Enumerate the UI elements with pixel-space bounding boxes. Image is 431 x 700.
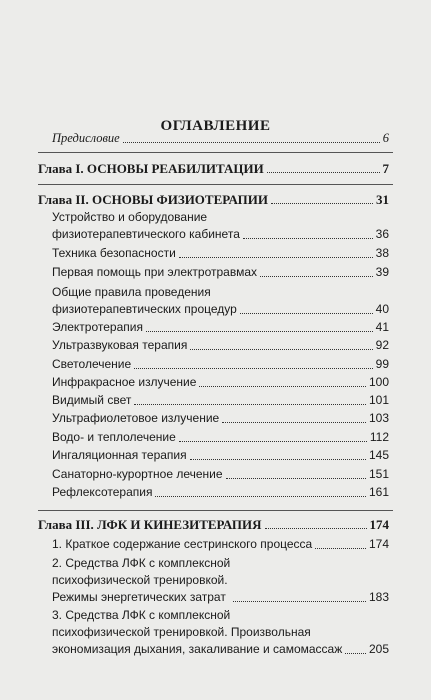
dot-leader	[146, 331, 373, 332]
entry-page: 7	[382, 161, 389, 176]
entry-label: 2. Средства ЛФК с комплексной психофизической тренировкой. Режимы энергетических затрат	[52, 556, 231, 604]
entry-label: Рефлексотерапия	[52, 485, 153, 499]
entry-page: 205	[368, 642, 389, 656]
dot-leader	[123, 142, 380, 143]
entry-page: 174	[368, 537, 389, 551]
entry-label: Инфракрасное излучение	[52, 375, 197, 389]
toc-entry[interactable]	[52, 555, 389, 606]
entry-page: 6	[382, 131, 389, 145]
toc-entry-chapter-1[interactable]	[38, 160, 389, 177]
entry-page: 100	[368, 375, 389, 389]
entry-page: 41	[375, 320, 389, 334]
toc-entry[interactable]	[52, 607, 389, 658]
entry-label: Санаторно-курортное лечение	[52, 467, 223, 481]
dot-leader	[190, 459, 366, 460]
toc-entry[interactable]	[52, 356, 389, 373]
toc-entry[interactable]	[52, 484, 389, 501]
toc-entry[interactable]	[52, 284, 389, 318]
dot-leader	[271, 203, 373, 204]
divider	[38, 152, 393, 153]
entry-page: 39	[375, 265, 389, 279]
entry-label: Устройство и оборудование физиотерапевтического кабинета	[52, 210, 240, 241]
entry-page: 38	[375, 246, 389, 260]
divider	[38, 510, 393, 511]
toc-entry[interactable]	[52, 319, 389, 336]
toc-entry[interactable]	[52, 466, 389, 483]
dot-leader	[155, 496, 366, 497]
toc-entry-preface[interactable]	[52, 130, 389, 147]
entry-label: Глава I. ОСНОВЫ РЕАБИЛИТАЦИИ	[38, 161, 264, 176]
dot-leader	[260, 276, 373, 277]
toc-entry[interactable]	[52, 447, 389, 464]
entry-label: Водо- и теплолечение	[52, 430, 176, 444]
entry-label: Предисловие	[52, 131, 120, 145]
toc-entry[interactable]	[52, 410, 389, 427]
dot-leader	[134, 404, 366, 405]
entry-label: Общие правила проведения физиотерапевтических процедур	[52, 285, 237, 316]
divider	[38, 184, 393, 185]
toc-entry[interactable]	[52, 209, 389, 243]
dot-leader	[179, 441, 367, 442]
entry-page: 31	[376, 192, 389, 207]
toc-entry[interactable]	[52, 245, 389, 262]
entry-label: 3. Средства ЛФК с комплексной психофизической тренировкой. Произвольная экономизация дыхания, закаливание и самомассаж	[52, 608, 343, 656]
entry-label: Ультрафиолетовое излучение	[52, 411, 220, 425]
entry-page: 112	[369, 430, 389, 444]
entry-label: Электротерапия	[52, 320, 143, 334]
dot-leader	[134, 368, 372, 369]
entry-page: 103	[368, 411, 389, 425]
entry-label: Глава III. ЛФК И КИНЕЗИТЕРАПИЯ	[38, 517, 262, 532]
toc-entry[interactable]	[52, 264, 389, 281]
dot-leader	[222, 422, 366, 423]
dot-leader	[199, 386, 366, 387]
dot-leader	[267, 172, 380, 173]
entry-page: 145	[368, 448, 389, 462]
entry-label: Техника безопасности	[52, 246, 176, 260]
entry-page: 161	[368, 485, 389, 499]
entry-page: 101	[368, 393, 389, 407]
toc-entry-chapter-2[interactable]	[38, 191, 389, 208]
dot-leader	[243, 238, 373, 239]
entry-label: Видимый свет	[52, 393, 132, 407]
entry-page: 40	[375, 302, 389, 316]
toc-entry[interactable]	[52, 536, 389, 553]
dot-leader	[345, 653, 366, 654]
dot-leader	[315, 548, 366, 549]
dot-leader	[265, 528, 367, 529]
dot-leader	[226, 478, 366, 479]
dot-leader	[233, 601, 366, 602]
dot-leader	[190, 349, 372, 350]
entry-label: Глава II. ОСНОВЫ ФИЗИОТЕРАПИИ	[38, 192, 268, 207]
toc-entry[interactable]	[52, 337, 389, 354]
toc-title: ОГЛАВЛЕНИЕ	[160, 118, 271, 134]
entry-page: 99	[375, 357, 389, 371]
entry-label: 1. Краткое содержание сестринского процесса	[52, 537, 313, 551]
entry-label: Светолечение	[52, 357, 132, 371]
dot-leader	[179, 257, 373, 258]
entry-page: 36	[375, 227, 389, 241]
toc-entry-chapter-3[interactable]	[38, 516, 389, 533]
entry-page: 174	[369, 517, 389, 532]
entry-page: 151	[368, 467, 389, 481]
toc-entry[interactable]	[52, 392, 389, 409]
entry-label: Ультразвуковая терапия	[52, 338, 188, 352]
toc-entry[interactable]	[52, 429, 389, 446]
entry-label: Ингаляционная терапия	[52, 448, 187, 462]
entry-label: Первая помощь при электротравмах	[52, 265, 257, 279]
toc-entry[interactable]	[52, 374, 389, 391]
entry-page: 183	[368, 590, 389, 604]
entry-page: 92	[375, 338, 389, 352]
dot-leader	[240, 313, 373, 314]
